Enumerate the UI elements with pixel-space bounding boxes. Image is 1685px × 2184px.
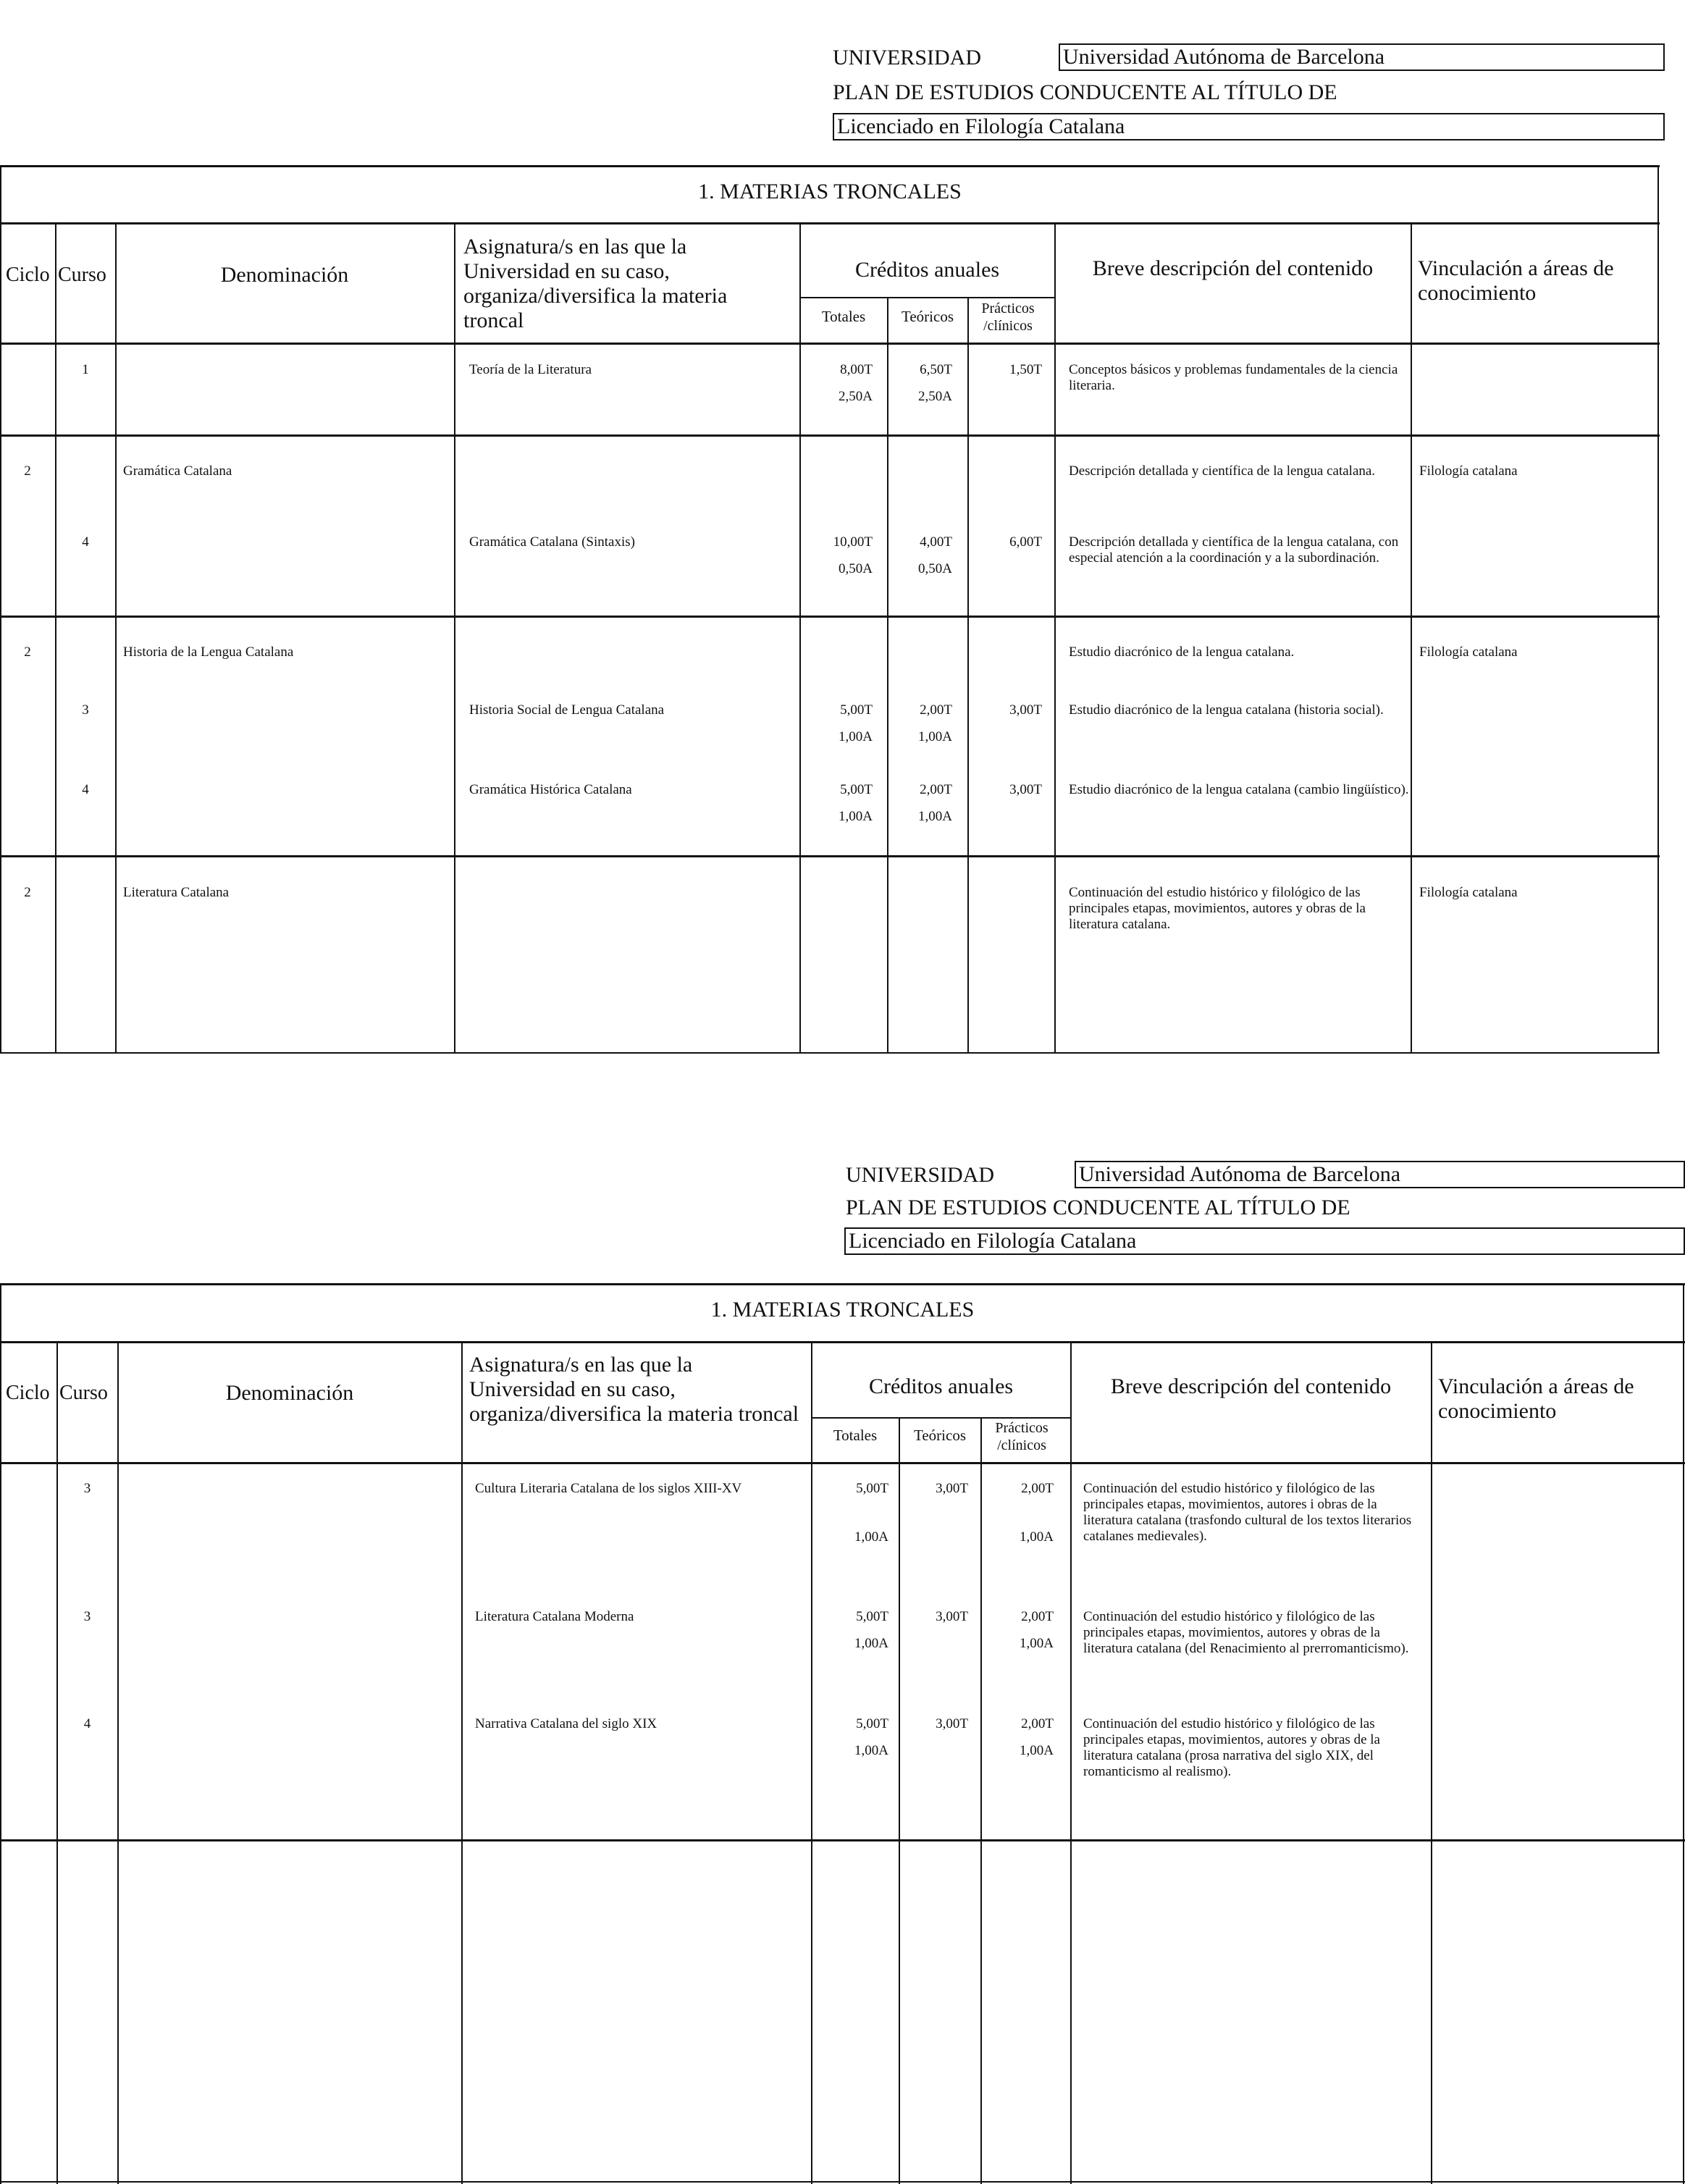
col-curso: Curso [59, 1382, 108, 1404]
table-title: 1. MATERIAS TRONCALES [698, 180, 962, 203]
table-row: 1 [82, 362, 89, 377]
table-row: 4 [82, 782, 89, 797]
col-ciclo: Ciclo [6, 1382, 50, 1404]
row-asignatura: Teoría de la Literatura [469, 362, 592, 377]
row-descripcion: Estudio diacrónico de la lengua catalana (historia social). [1069, 702, 1384, 718]
col-vinculacion: Vinculación a áreas de conocimiento [1438, 1374, 1634, 1423]
row-vinculacion: Filología catalana [1419, 644, 1518, 660]
row-asignatura: Narrativa Catalana del siglo XIX [475, 1716, 657, 1731]
row-teoricos: 1,00A [918, 809, 952, 824]
row-practicos: 2,00T [1021, 1609, 1054, 1624]
universidad-value: Universidad Autónoma de Barcelona [1075, 1161, 1685, 1188]
col-vinculacion: Vinculación a áreas de conocimiento [1418, 256, 1614, 305]
row-totales: 1,00A [839, 729, 873, 744]
row-totales: 8,00T [840, 362, 873, 377]
row-descripcion: Continuación del estudio histórico y filológico de las principales etapas, movimientos, autores y obras de la literatura catalana. [1069, 885, 1366, 932]
table-row: 3 [82, 702, 89, 718]
row-asignatura: Gramática Catalana (Sintaxis) [469, 534, 635, 550]
universidad-label: UNIVERSIDAD [833, 46, 981, 70]
titulo-value: Licenciado en Filología Catalana [844, 1227, 1685, 1255]
table-row: 3 [83, 1481, 91, 1496]
table-row: 2 [24, 885, 31, 900]
col-descripcion: Breve descripción del contenido [1092, 256, 1374, 280]
col-curso: Curso [58, 264, 106, 286]
table-row: 4 [82, 534, 89, 550]
row-totales: 1,00A [854, 1743, 888, 1758]
row-denominacion: Literatura Catalana [123, 885, 230, 900]
table-title: 1. MATERIAS TRONCALES [710, 1298, 975, 1322]
universidad-value: Universidad Autónoma de Barcelona [1059, 43, 1665, 71]
row-totales: 1,00A [854, 1636, 888, 1651]
row-totales: 1,00A [854, 1529, 888, 1545]
col-denominacion: Denominación [225, 1381, 354, 1405]
row-totales: 2,50A [839, 389, 873, 404]
row-totales: 5,00T [856, 1609, 888, 1624]
row-teoricos: 3,00T [936, 1481, 968, 1496]
row-vinculacion: Filología catalana [1419, 885, 1518, 900]
row-teoricos: 4,00T [920, 534, 952, 550]
table-row: 2 [24, 644, 31, 660]
titulo-value: Licenciado en Filología Catalana [833, 113, 1665, 140]
col-creditos: Créditos anuales [854, 258, 1000, 282]
row-totales: 5,00T [856, 1716, 888, 1731]
universidad-label: UNIVERSIDAD [846, 1163, 994, 1187]
col-teoricos: Teóricos [901, 308, 954, 325]
row-denominacion: Gramática Catalana [123, 463, 232, 479]
row-asignatura: Gramática Histórica Catalana [469, 782, 632, 797]
col-teoricos: Teóricos [913, 1427, 966, 1444]
row-practicos: 1,00A [1020, 1743, 1054, 1758]
row-vinculacion: Filología catalana [1419, 463, 1518, 479]
row-teoricos: 3,00T [936, 1609, 968, 1624]
row-teoricos: 6,50T [920, 362, 952, 377]
row-denominacion: Historia de la Lengua Catalana [123, 644, 294, 660]
row-descripcion: Conceptos básicos y problemas fundamentales de la ciencia literaria. [1069, 362, 1398, 393]
table-row: 3 [83, 1609, 91, 1624]
col-totales: Totales [833, 1427, 878, 1444]
row-practicos: 2,00T [1021, 1481, 1054, 1496]
col-practicos: Prácticos /clínicos [995, 1420, 1049, 1453]
row-totales: 1,00A [839, 809, 873, 824]
row-descripcion: Estudio diacrónico de la lengua catalana (cambio lingüístico). [1069, 782, 1409, 797]
row-practicos: 3,00T [1009, 782, 1042, 797]
row-practicos: 2,00T [1021, 1716, 1054, 1731]
row-practicos: 6,00T [1009, 534, 1042, 550]
col-asignatura: Asignatura/s en las que la Universidad en su caso, organiza/diversifica la materia troncal [463, 235, 728, 332]
row-totales: 5,00T [840, 702, 873, 718]
row-totales: 10,00T [833, 534, 873, 550]
col-creditos: Créditos anuales [868, 1374, 1014, 1398]
table-row: 2 [24, 463, 31, 479]
row-practicos: 1,50T [1009, 362, 1042, 377]
row-totales: 5,00T [856, 1481, 888, 1496]
row-practicos: 1,00A [1020, 1529, 1054, 1545]
row-totales: 0,50A [839, 561, 873, 576]
col-denominacion: Denominación [220, 263, 349, 287]
row-teoricos: 0,50A [918, 561, 952, 576]
col-asignatura: Asignatura/s en las que la Universidad en su caso, organiza/diversifica la materia troncal [469, 1353, 799, 1426]
row-descripcion: Continuación del estudio histórico y filológico de las principales etapas, movimientos, autores y obras de la literatura catalana (del Renacimiento al prerromanticismo). [1083, 1609, 1409, 1656]
col-totales: Totales [821, 308, 866, 325]
col-ciclo: Ciclo [6, 264, 50, 286]
row-descripcion: Descripción detallada y científica de la lengua catalana, con especial atención a la coordinación y a la subordinación. [1069, 534, 1399, 566]
row-teoricos: 2,00T [920, 702, 952, 718]
plan-label: PLAN DE ESTUDIOS CONDUCENTE AL TÍTULO DE [846, 1196, 1350, 1219]
row-descripcion: Estudio diacrónico de la lengua catalana. [1069, 644, 1295, 660]
row-teoricos: 2,00T [920, 782, 952, 797]
plan-label: PLAN DE ESTUDIOS CONDUCENTE AL TÍTULO DE [833, 80, 1337, 104]
row-asignatura: Cultura Literaria Catalana de los siglos XIII-XV [475, 1481, 742, 1496]
row-teoricos: 3,00T [936, 1716, 968, 1731]
row-practicos: 1,00A [1020, 1636, 1054, 1651]
row-descripcion: Descripción detallada y científica de la lengua catalana. [1069, 463, 1376, 479]
row-teoricos: 2,50A [918, 389, 952, 404]
table-row: 4 [83, 1716, 91, 1731]
row-asignatura: Literatura Catalana Moderna [475, 1609, 634, 1624]
row-teoricos: 1,00A [918, 729, 952, 744]
row-totales: 5,00T [840, 782, 873, 797]
row-asignatura: Historia Social de Lengua Catalana [469, 702, 665, 718]
row-descripcion: Continuación del estudio histórico y filológico de las principales etapas, movimientos, autores y obras de la literatura catalana (prosa narrativa del siglo XIX, del romanticismo al realismo). [1083, 1716, 1380, 1779]
row-descripcion: Continuación del estudio histórico y filológico de las principales etapas, movimientos, autores i obras de la literatura catalana (trasfondo cultural de los textos literarios catalanes medievales). [1083, 1481, 1412, 1544]
row-practicos: 3,00T [1009, 702, 1042, 718]
col-practicos: Prácticos /clínicos [981, 301, 1035, 334]
col-descripcion: Breve descripción del contenido [1110, 1374, 1392, 1398]
